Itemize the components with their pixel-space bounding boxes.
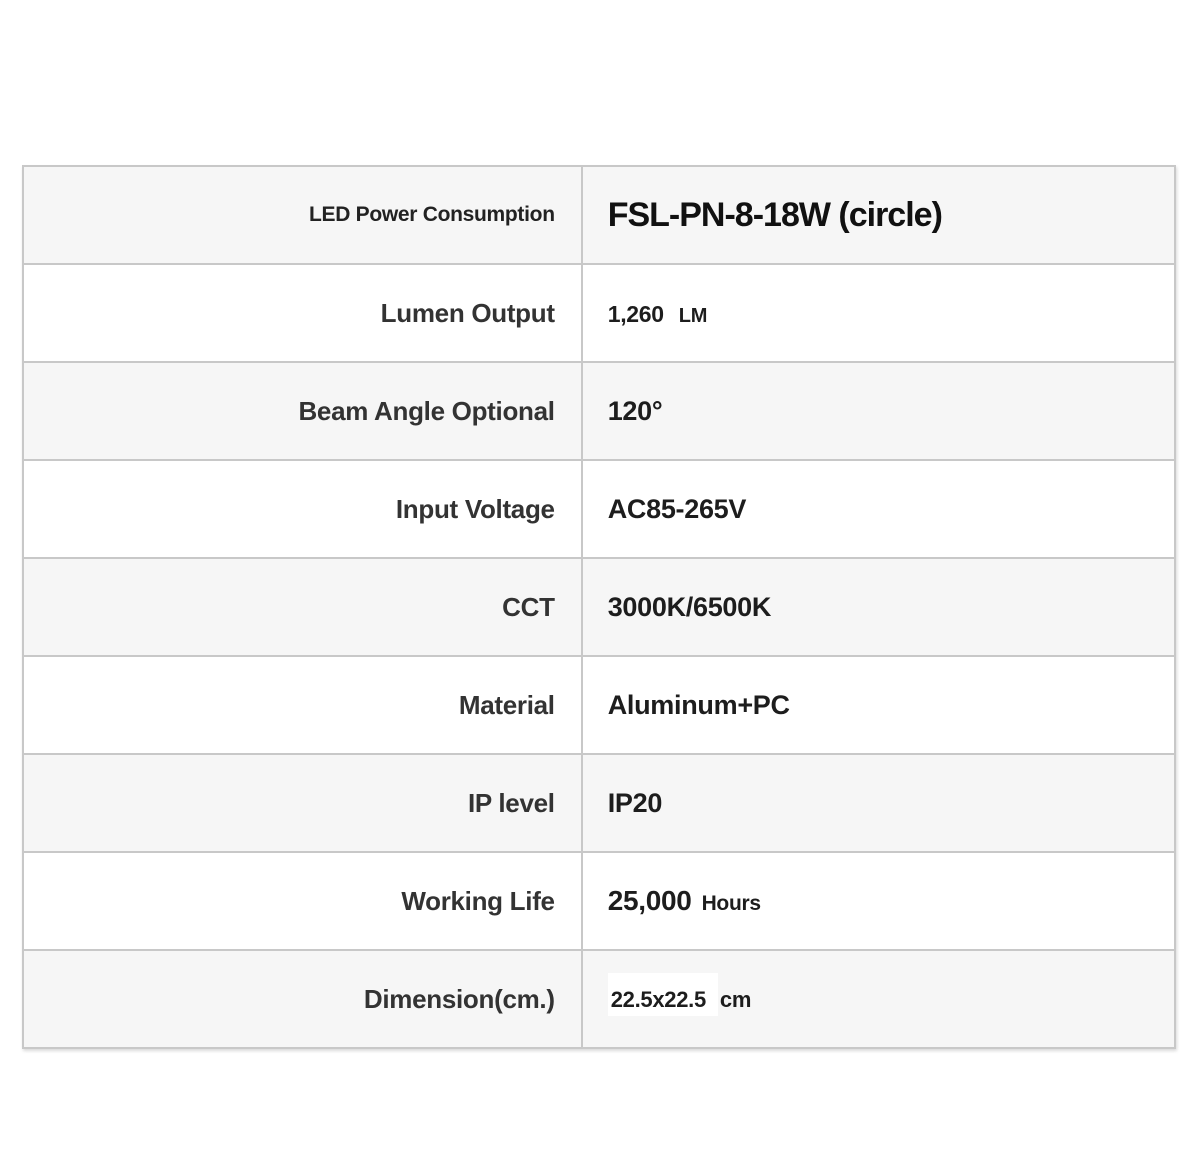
spec-value-ip-level: IP20 [582, 754, 1175, 852]
working-life-value: 25,000 [607, 885, 692, 916]
spec-value-dimension [582, 950, 1175, 1048]
spec-row-cct [23, 558, 1175, 656]
lumen-unit: LM [678, 304, 708, 327]
spec-row-material [23, 656, 1175, 754]
spec-label-ip-level: IP level [23, 754, 582, 852]
spec-row-ip-level [23, 754, 1175, 852]
spec-label-input-voltage: Input Voltage [23, 460, 582, 558]
spec-row-lumen-output [23, 264, 1175, 362]
spec-value-material: Aluminum+PC [582, 656, 1175, 754]
working-life-unit: Hours [701, 892, 761, 915]
spec-row-working-life [23, 852, 1175, 950]
spec-value-working-life [582, 852, 1175, 950]
spec-value-input-voltage: AC85-265V [582, 460, 1175, 558]
spec-value-model: FSL-PN-8-18W (circle) [582, 166, 1175, 264]
spec-label-cct: CCT [23, 558, 582, 656]
spec-row-led-power-consumption [23, 166, 1175, 264]
lumen-value: 1,260 [607, 300, 664, 327]
spec-value-cct: 3000K/6500K [582, 558, 1175, 656]
spec-label-dimension: Dimension(cm.) [23, 950, 582, 1048]
spec-row-dimension [23, 950, 1175, 1048]
product-spec-table [22, 165, 1176, 1049]
dimension-unit: cm [719, 986, 752, 1012]
spec-value-lumen-output [582, 264, 1175, 362]
dimension-value: 22.5x22.5 [608, 973, 718, 1016]
spec-label-led-power-consumption: LED Power Consumption [23, 166, 582, 264]
spec-row-beam-angle [23, 362, 1175, 460]
spec-value-beam-angle: 120° [582, 362, 1175, 460]
spec-label-beam-angle: Beam Angle Optional [23, 362, 582, 460]
spec-row-input-voltage [23, 460, 1175, 558]
spec-label-working-life: Working Life [23, 852, 582, 950]
spec-label-material: Material [23, 656, 582, 754]
spec-label-lumen-output: Lumen Output [23, 264, 582, 362]
